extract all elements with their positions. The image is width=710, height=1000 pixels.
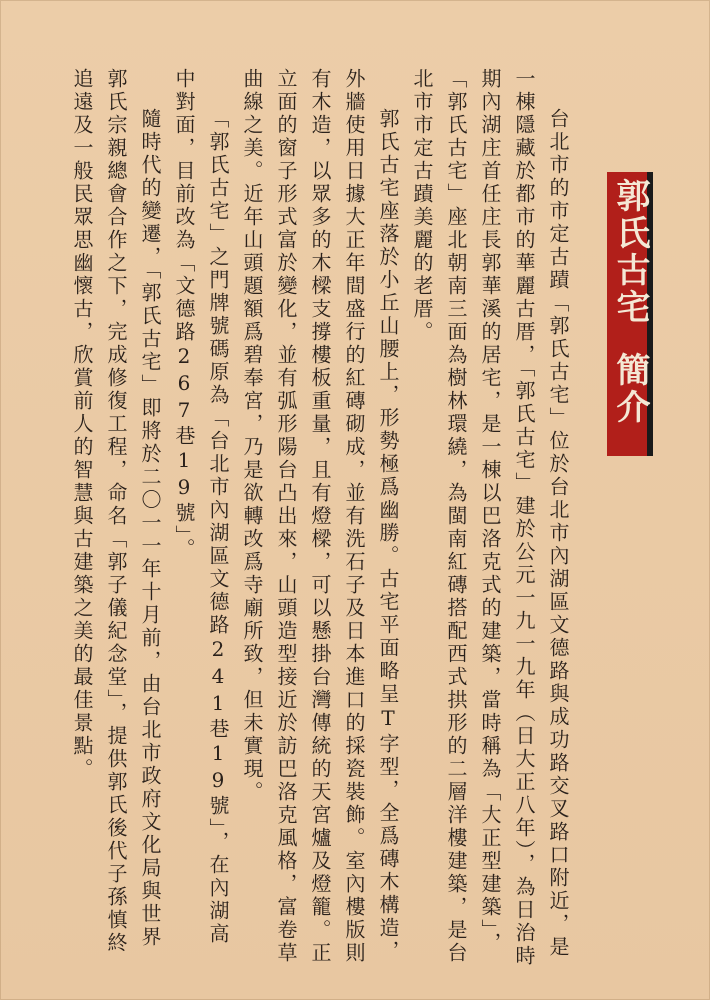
title-sub: 簡介 [610,352,650,426]
paragraph-address: 「郭氏古宅」之門牌號碼原為「台北市內湖區文德路241巷19號」，在內湖高中對面，目前改為「文德路267巷19號」。 [172,68,230,946]
paragraph-intro: 台北市的市定古蹟「郭氏古宅」位於台北市內湖區文德路與成功路交叉路口附近，是一棟隱藏於都市的華麗古厝，「郭氏古宅」建於公元一九一九年（日大正八年），為日治時期內湖庄首任庄長郭華溪的居宅，是一棟以巴洛克式的建築，當時稱為「大正型建築」，「郭氏古宅」座北朝南三面為樹林環繞，為閩南紅磚搭配西式拱形的二層洋樓建築，是台北市市定古蹟美麗的老厝。 [410,68,570,968]
title-main: 郭氏古宅 [610,178,650,326]
paragraph-restoration: 隨時代的變遷，「郭氏古宅」即將於二〇一一年十月前，由台北市政府文化局與世界郭氏宗親總會合作之下，完成修復工程，命名「郭子儀紀念堂」，提供郭氏後代子孫慎終追遠及一般民眾思幽懷古，欣賞前人的智慧與古建築之美的最佳景點。 [70,68,162,955]
article-body [5,68,575,968]
page-title [607,178,653,456]
paragraph-architecture: 郭氏古宅座落於小丘山腰上，形勢極爲幽勝。古宅平面略呈T字型，全爲磚木構造，外牆使用日據大正年間盛行的紅磚砌成，並有洗石子及日本進口的採瓷裝飾。室內樓版則有木造，以眾多的木樑支撐樓板重量，且有燈樑，可以懸掛台灣傳統的天宮爐及燈籠。正立面的窗子形式富於變化，並有弧形陽台凸出來，山頭造型接近於訪巴洛克風格，富卷草曲線之美。近年山頭題額爲碧奉宮，乃是欲轉改爲寺廟所致，但未實現。 [240,68,400,965]
